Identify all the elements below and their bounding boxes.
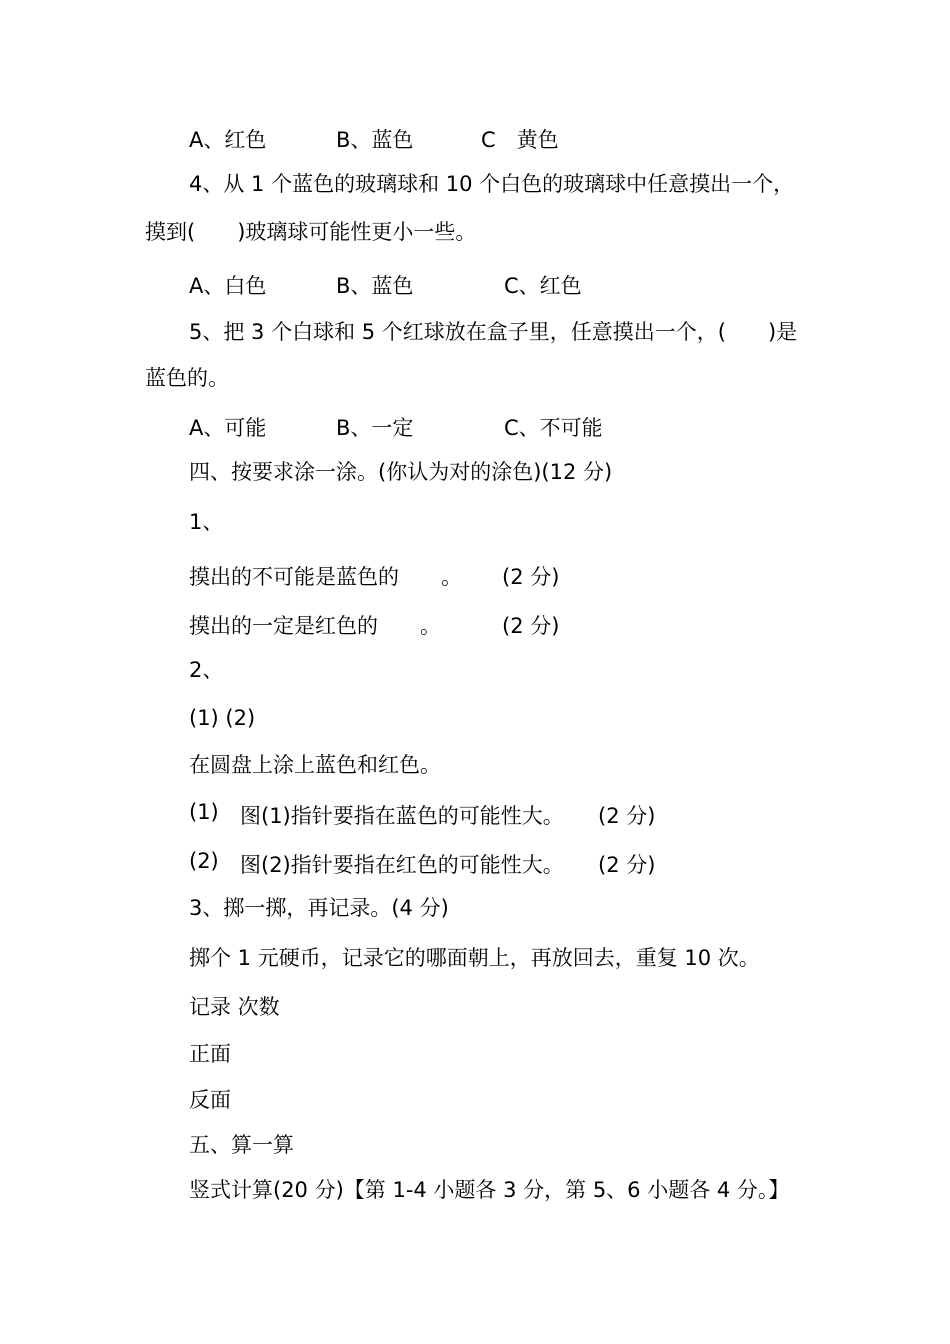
q4-option-b: B、蓝色 <box>336 274 414 298</box>
section4-item2-label: 2、 <box>189 658 224 682</box>
section4-title: 四、按要求涂一涂。(你认为对的涂色)(12 分) <box>189 460 613 484</box>
section4-item1-line-b-score: (2 分) <box>502 614 560 638</box>
section4-item1-line-a-score: (2 分) <box>502 565 560 589</box>
record-table-row-tails: 反面 <box>189 1088 231 1112</box>
section4-item3-title: 3、掷一掷，再记录。(4 分) <box>189 896 449 920</box>
q5-option-c: C、不可能 <box>504 416 603 440</box>
record-table-row-heads: 正面 <box>189 1042 231 1066</box>
section4-item2-sub2-score: (2 分) <box>598 853 656 877</box>
section4-item2-instruction: 在圆盘上涂上蓝色和红色。 <box>189 753 441 777</box>
section4-item2-sub1-num: (1) <box>189 800 219 824</box>
q5-stem-line1: 5、把 3 个白球和 5 个红球放在盒子里，任意摸出一个，( )是 <box>189 320 798 344</box>
q5-option-b: B、一定 <box>336 416 414 440</box>
q4-stem-line2: 摸到( )玻璃球可能性更小一些。 <box>145 220 477 244</box>
q5-stem-line2: 蓝色的。 <box>145 366 229 390</box>
section4-item3-instruction: 掷个 1 元硬币，记录它的哪面朝上，再放回去，重复 10 次。 <box>189 946 760 970</box>
q5-option-a: A、可能 <box>189 416 267 440</box>
section4-item1-line-a: 摸出的不可能是蓝色的 。 <box>189 565 462 589</box>
q3-option-b: B、蓝色 <box>336 128 414 152</box>
section4-item2-sub2-text: 图(2)指针要指在红色的可能性大。 <box>240 853 564 877</box>
section4-item2-sub1-text: 图(1)指针要指在蓝色的可能性大。 <box>240 804 564 828</box>
q3-option-c: C 黄色 <box>481 128 559 152</box>
q4-stem-line1: 4、从 1 个蓝色的玻璃球和 10 个白色的玻璃球中任意摸出一个， <box>189 172 795 196</box>
record-table-header: 记录 次数 <box>189 995 280 1019</box>
section4-item1-line-b: 摸出的一定是红色的 。 <box>189 614 441 638</box>
q3-option-a: A、红色 <box>189 128 267 152</box>
section4-item2-sub1-score: (2 分) <box>598 804 656 828</box>
section5-title: 五、算一算 <box>189 1133 294 1157</box>
section4-item2-sub2-num: (2) <box>189 849 219 873</box>
q4-option-c: C、红色 <box>504 274 582 298</box>
section4-item1-label: 1、 <box>189 510 224 534</box>
q4-option-a: A、白色 <box>189 274 267 298</box>
section4-item2-figs: (1) (2) <box>189 706 256 730</box>
section5-subtitle: 竖式计算(20 分)【第 1-4 小题各 3 分，第 5、6 小题各 4 分。】 <box>189 1178 790 1202</box>
